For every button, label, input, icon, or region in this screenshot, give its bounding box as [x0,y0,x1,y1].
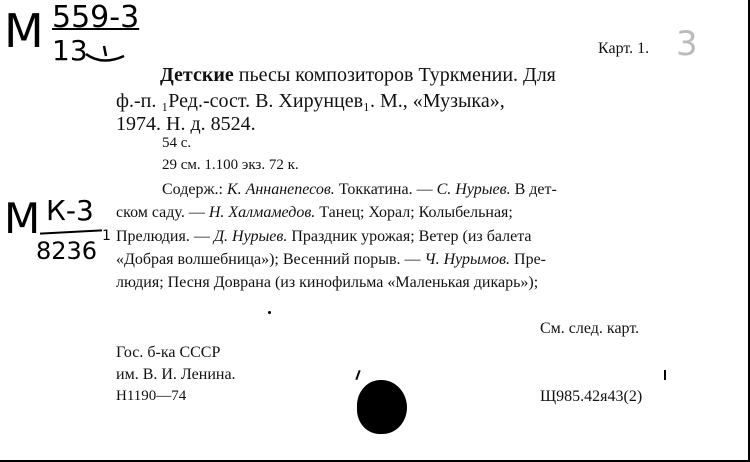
pieces-4b: «Добрая волшебница»); Весенний порыв. — [116,251,425,268]
handwritten-call-subnumber: 13 [52,34,88,67]
library-name: Гос. б-ка СССР [116,344,221,361]
handwritten-subscript: 1 [102,228,111,244]
composer-3: Н. Халмамедов. [208,204,316,221]
piece-1: Токкатина. — [334,181,437,198]
contents-line-3 [116,228,531,246]
physical-description: 29 см. 1.100 экз. 72 к. [162,157,299,173]
contents-line-5: людия; Песня Доврана (из кинофильма «Маленькая дикарь»); [116,274,539,291]
handwritten-number: 8236 [36,237,98,265]
title-line [160,64,556,87]
piece-5a: Пре- [510,251,546,268]
composer-1: К. Аннанепесов. [226,181,335,198]
tick-mark-right [664,370,666,380]
card-number: Карт. 1. [598,40,650,57]
title-line-2: ф.-п. ₁Ред.-сост. В. Хирунцев₁. М., «Музыка», [116,90,505,112]
contents-line-4 [116,251,546,269]
handwritten-letter-mid: М [4,194,41,243]
shelfmark: Щ985.42я43(2) [540,388,643,405]
contents-label: Содерж.: [162,181,227,198]
library-name-2: им. В. И. Ленина. [116,366,236,383]
punch-hole [357,380,407,434]
composer-4: Д. Нурыев. [213,228,288,245]
piece-2a: В дет- [510,181,557,198]
composer-5: Ч. Нурымов. [424,251,511,268]
piece-2b: ском саду. — [116,204,209,221]
contents-line-2 [116,204,513,222]
title-rest: пьесы композиторов Туркмении. Для [233,64,556,86]
handwritten-code: К-3 [46,194,94,227]
dot-mark [268,311,271,314]
pieces-4: Праздник урожая; Ветер (из балета [287,228,532,245]
piece-3b: Прелюдия. — [116,228,214,245]
tick-mark-left [355,370,360,380]
handwritten-letter-top: М [4,4,44,58]
pages: 54 с. [162,135,192,151]
handwritten-corner-mark: 3 [676,24,698,64]
title-line-3: 1974. Н. д. 8524. [116,113,256,135]
contents-line-1 [162,181,557,199]
library-record-number: Н1190—74 [116,388,187,404]
handwritten-call-number: 559-3 [52,0,140,35]
handwritten-divider [40,229,102,234]
see-next-card: См. след. карт. [540,320,640,337]
pieces-3: Танец; Хорал; Колыбельная; [315,204,513,221]
composer-2: С. Нурыев. [436,181,511,198]
handwritten-underline-curve [84,44,128,66]
title-bold: Детские [160,64,234,86]
